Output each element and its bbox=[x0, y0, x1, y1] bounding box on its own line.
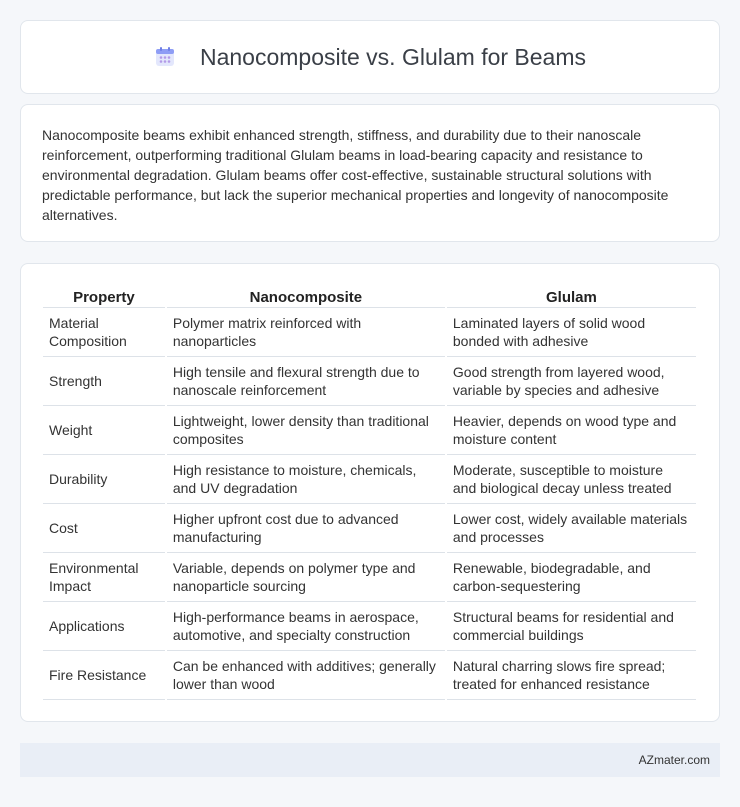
property-cell: Fire Resistance bbox=[43, 651, 165, 700]
footer bbox=[20, 743, 720, 777]
property-cell: Material Composition bbox=[43, 308, 165, 357]
glulam-cell: Moderate, susceptible to moisture and biological decay unless treated bbox=[447, 455, 696, 504]
comparison-table-card bbox=[20, 263, 720, 722]
glulam-cell: Lower cost, widely available materials and processes bbox=[447, 504, 696, 553]
glulam-cell: Renewable, biodegradable, and carbon-sequestering bbox=[447, 553, 696, 602]
comparison-table bbox=[41, 284, 698, 700]
table-row bbox=[43, 308, 696, 357]
summary-card bbox=[20, 104, 720, 242]
header-card bbox=[20, 20, 720, 94]
glulam-cell: Laminated layers of solid wood bonded with adhesive bbox=[447, 308, 696, 357]
column-header-property: Property bbox=[43, 284, 165, 308]
table-row bbox=[43, 406, 696, 455]
property-cell: Environmental Impact bbox=[43, 553, 165, 602]
table-row bbox=[43, 651, 696, 700]
nanocomposite-cell: High-performance beams in aerospace, automotive, and specialty construction bbox=[167, 602, 445, 651]
page-title: Nanocomposite vs. Glulam for Beams bbox=[199, 43, 587, 70]
glulam-cell: Heavier, depends on wood type and moisture content bbox=[447, 406, 696, 455]
property-cell: Strength bbox=[43, 357, 165, 406]
table-header-row bbox=[43, 284, 696, 308]
glulam-cell: Structural beams for residential and commercial buildings bbox=[447, 602, 696, 651]
nanocomposite-cell: Can be enhanced with additives; generally lower than wood bbox=[167, 651, 445, 700]
property-cell: Weight bbox=[43, 406, 165, 455]
property-cell: Durability bbox=[43, 455, 165, 504]
nanocomposite-cell: High resistance to moisture, chemicals, and UV degradation bbox=[167, 455, 445, 504]
glulam-cell: Natural charring slows fire spread; treated for enhanced resistance bbox=[447, 651, 696, 700]
footer-site-link[interactable]: AZmater.com bbox=[638, 753, 710, 767]
table-row bbox=[43, 455, 696, 504]
nanocomposite-cell: Variable, depends on polymer type and nanoparticle sourcing bbox=[167, 553, 445, 602]
column-header-nanocomposite: Nanocomposite bbox=[167, 284, 445, 308]
nanocomposite-cell: Higher upfront cost due to advanced manufacturing bbox=[167, 504, 445, 553]
table-row bbox=[43, 553, 696, 602]
calendar-icon bbox=[154, 46, 176, 68]
glulam-cell: Good strength from layered wood, variable by species and adhesive bbox=[447, 357, 696, 406]
nanocomposite-cell: High tensile and flexural strength due to nanoscale reinforcement bbox=[167, 357, 445, 406]
property-cell: Cost bbox=[43, 504, 165, 553]
table-row bbox=[43, 357, 696, 406]
summary-text: Nanocomposite beams exhibit enhanced strength, stiffness, and durability due to their nanoscale reinforcement, outperforming traditional Glulam beams in load-bearing capacity and resistance to environmental degradation. Glulam beams offer cost-effective, sustainable structural solutions with predictable performance, but lack the superior mechanical properties and longevity of nanocomposite alternatives. bbox=[42, 127, 669, 223]
property-cell: Applications bbox=[43, 602, 165, 651]
column-header-glulam: Glulam bbox=[447, 284, 696, 308]
table-row bbox=[43, 504, 696, 553]
table-row bbox=[43, 602, 696, 651]
nanocomposite-cell: Polymer matrix reinforced with nanoparticles bbox=[167, 308, 445, 357]
nanocomposite-cell: Lightweight, lower density than traditional composites bbox=[167, 406, 445, 455]
